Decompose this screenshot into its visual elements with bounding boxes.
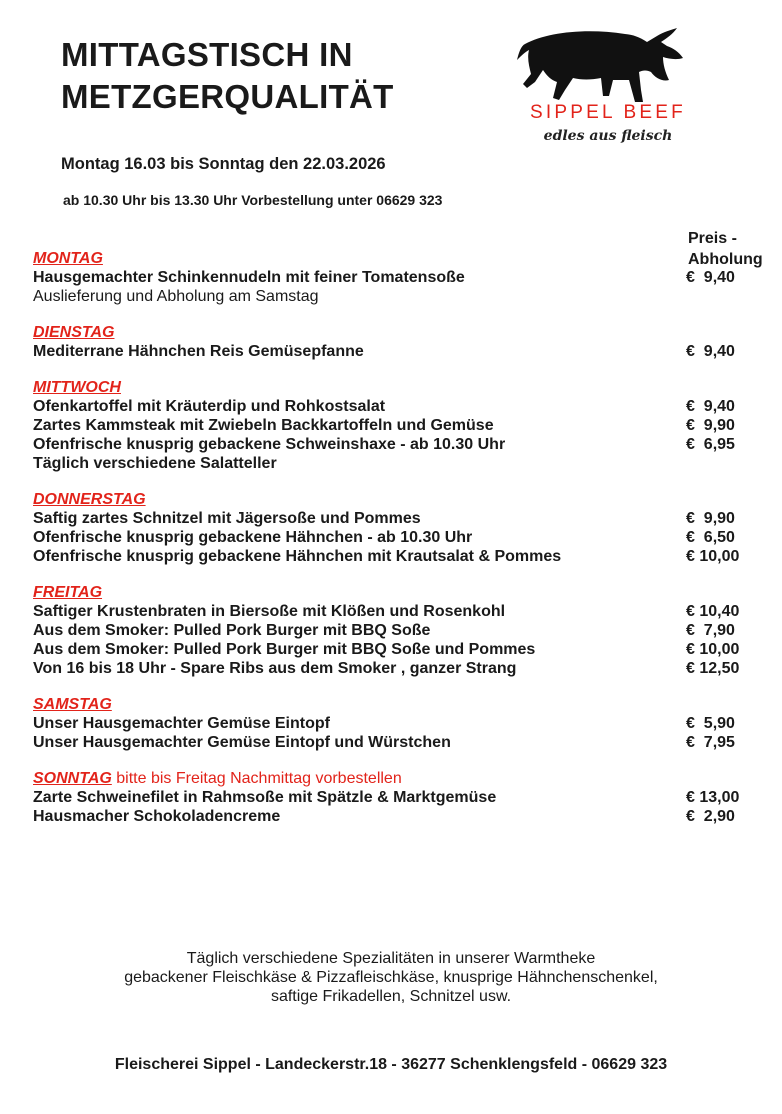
menu-day-donnerstag	[33, 490, 753, 566]
dish-price: € 6,50	[686, 529, 735, 546]
menu-item	[33, 397, 753, 416]
dish-price: € 9,40	[686, 343, 735, 360]
menu-day-dienstag	[33, 323, 753, 361]
day-name: DONNERSTAG	[33, 491, 146, 508]
day-heading	[33, 378, 753, 397]
dish-name: Auslieferung und Abholung am Samstag	[33, 288, 319, 305]
title-line-1: MITTAGSTISCH IN	[61, 36, 353, 73]
menu-item	[33, 268, 753, 287]
brand-tagline: edles aus fleisch	[543, 128, 673, 144]
menu-day-sonntag	[33, 769, 753, 826]
menu-period: Montag 16.03 bis Sonntag den 22.03.2026	[61, 155, 386, 173]
menu-item	[33, 528, 753, 547]
day-name: SAMSTAG	[33, 696, 112, 713]
dish-name: Unser Hausgemachter Gemüse Eintopf	[33, 715, 330, 732]
menu-item	[33, 621, 753, 640]
menu-item	[33, 807, 753, 826]
dish-name: Hausmacher Schokoladencreme	[33, 808, 281, 825]
day-heading	[33, 583, 753, 602]
page-title	[61, 34, 394, 118]
day-heading	[33, 769, 753, 788]
menu-day-samstag	[33, 695, 753, 752]
specials-line-2: gebackener Fleischkäse & Pizzafleischkäse, knusprige Hähnchenschenkel,	[124, 969, 658, 986]
menu-item	[33, 788, 753, 807]
dish-name: Saftiger Krustenbraten in Biersoße mit Klößen und Rosenkohl	[33, 603, 506, 620]
dish-price: € 12,50	[686, 660, 740, 677]
menu-item	[33, 454, 753, 473]
dish-name: Unser Hausgemachter Gemüse Eintopf und Würstchen	[33, 734, 451, 751]
dish-name: Von 16 bis 18 Uhr - Spare Ribs aus dem Smoker , ganzer Strang	[33, 660, 517, 677]
menu-day-montag	[33, 249, 753, 306]
dish-name: Ofenkartoffel mit Kräuterdip und Rohkostsalat	[33, 398, 386, 415]
dish-price: € 9,40	[686, 398, 735, 415]
menu-item	[33, 640, 753, 659]
brand-name: SIPPEL BEEF	[530, 102, 686, 123]
menu-item	[33, 733, 753, 752]
dish-price: € 9,40	[686, 269, 735, 286]
dish-name: Zartes Kammsteak mit Zwiebeln Backkartoffeln und Gemüse	[33, 417, 494, 434]
day-name: MONTAG	[33, 250, 103, 267]
bull-icon	[517, 26, 687, 106]
dish-name: Aus dem Smoker: Pulled Pork Burger mit BBQ Soße	[33, 622, 431, 639]
menu-item	[33, 714, 753, 733]
dish-price	[686, 287, 753, 306]
daily-specials	[0, 949, 782, 1006]
menu-item	[33, 659, 753, 678]
day-name: SONNTAG	[33, 770, 112, 787]
dish-price: € 13,00	[686, 789, 740, 806]
specials-line-1: Täglich verschiedene Spezialitäten in unserer Warmtheke	[186, 950, 596, 967]
dish-name: Ofenfrische knusprig gebackene Hähnchen mit Krautsalat & Pommes	[33, 548, 562, 565]
dish-price: € 10,00	[686, 548, 740, 565]
dish-name: Zarte Schweinefilet in Rahmsoße mit Spätzle & Marktgemüse	[33, 789, 497, 806]
order-hours: ab 10.30 Uhr bis 13.30 Uhr Vorbestellung unter 06629 323	[63, 192, 443, 208]
price-header-line-1: Preis -	[688, 230, 737, 247]
dish-price: € 6,95	[686, 436, 735, 453]
menu-item	[33, 602, 753, 621]
menu-day-freitag	[33, 583, 753, 678]
sippel-beef-logo	[495, 26, 725, 151]
dish-name: Täglich verschiedene Salatteller	[33, 455, 277, 472]
dish-price: € 10,00	[686, 641, 740, 658]
day-note: bitte bis Freitag Nachmittag vorbestellen	[111, 770, 402, 787]
menu-item	[33, 342, 753, 361]
shop-address-footer: Fleischerei Sippel - Landeckerstr.18 - 36277 Schenklengsfeld - 06629 323	[114, 1056, 668, 1073]
dish-price: € 9,90	[686, 417, 735, 434]
dish-name: Saftig zartes Schnitzel mit Jägersoße und Pommes	[33, 510, 421, 527]
dish-name: Mediterrane Hähnchen Reis Gemüsepfanne	[33, 343, 364, 360]
dish-name: Ofenfrische knusprig gebackene Schweinshaxe - ab 10.30 Uhr	[33, 436, 506, 453]
dish-price: € 2,90	[686, 808, 735, 825]
dish-price: € 7,90	[686, 622, 735, 639]
price-header-line-2: Abholung	[688, 251, 763, 268]
menu-day-mittwoch	[33, 378, 753, 473]
title-line-2: METZGERQUALITÄT	[61, 78, 394, 115]
dish-name: Hausgemachter Schinkennudeln mit feiner Tomatensoße	[33, 269, 465, 286]
menu-item	[33, 287, 753, 306]
specials-line-3: saftige Frikadellen, Schnitzel usw.	[270, 988, 512, 1005]
menu-item	[33, 547, 753, 566]
menu-item	[33, 435, 753, 454]
weekly-menu	[33, 249, 753, 843]
dish-name: Ofenfrische knusprig gebackene Hähnchen - ab 10.30 Uhr	[33, 529, 473, 546]
dish-price	[686, 454, 753, 473]
day-heading	[33, 490, 753, 509]
day-heading	[33, 695, 753, 714]
day-heading	[33, 323, 753, 342]
dish-price: € 10,40	[686, 603, 740, 620]
dish-price: € 5,90	[686, 715, 735, 732]
dish-price: € 7,95	[686, 734, 735, 751]
day-name: FREITAG	[33, 584, 103, 601]
day-name: MITTWOCH	[33, 379, 121, 396]
day-name: DIENSTAG	[33, 324, 115, 341]
dish-price: € 9,90	[686, 510, 735, 527]
dish-name: Aus dem Smoker: Pulled Pork Burger mit BBQ Soße und Pommes	[33, 641, 536, 658]
day-heading	[33, 249, 753, 268]
menu-item	[33, 416, 753, 435]
menu-item	[33, 509, 753, 528]
